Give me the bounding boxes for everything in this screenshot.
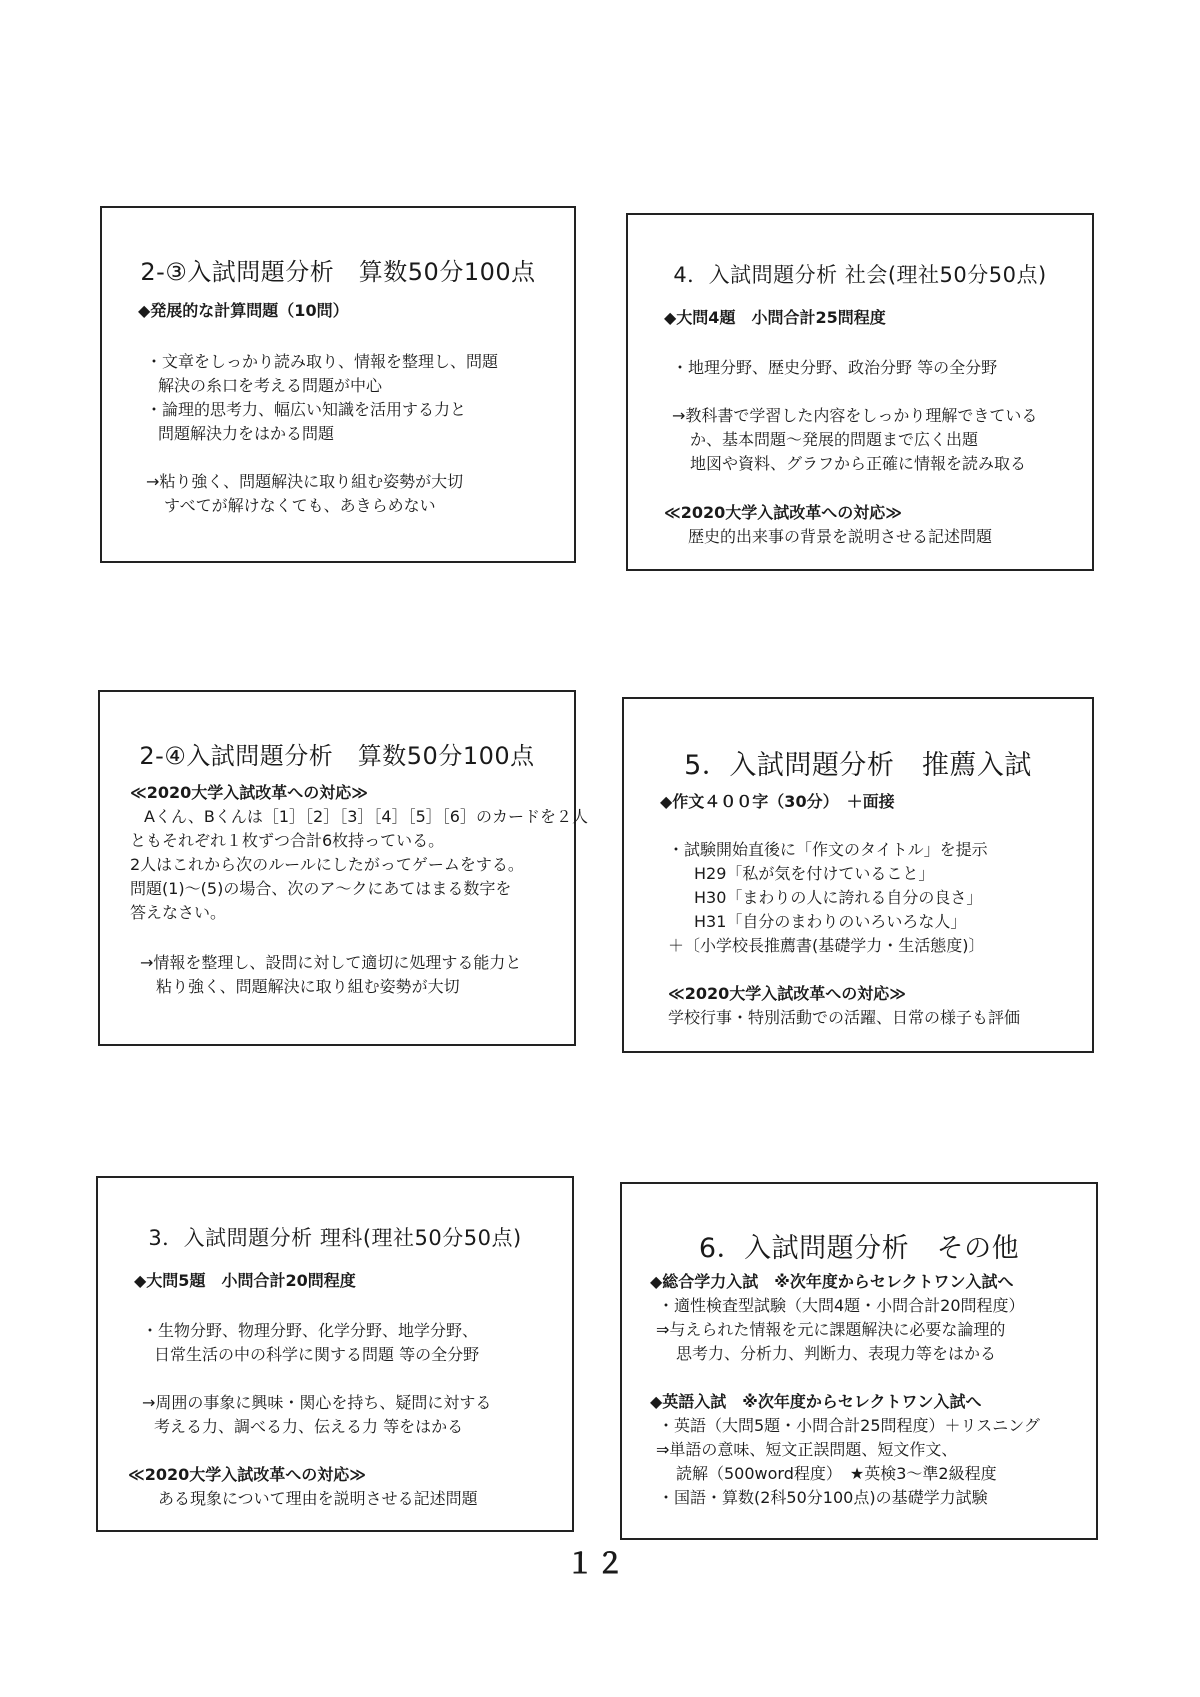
slide-line: 歴史的出来事の背景を説明させる記述問題 xyxy=(688,527,993,546)
slide-line: ＋〔小学校長推薦書(基礎学力・生活態度)〕 xyxy=(668,936,985,955)
slide-line: ⇒与えられた情報を元に課題解決に必要な論理的 xyxy=(656,1320,1006,1339)
slide-line: 考える力、調べる力、伝える力 等をはかる xyxy=(154,1417,464,1436)
slide-title: 2-④入試問題分析 算数50分100点 xyxy=(139,742,535,770)
slide-line: ◆大問4題 小問合計25問程度 xyxy=(664,308,886,327)
slide-line: 地図や資料、グラフから正確に情報を読み取る xyxy=(690,454,1027,473)
slide-line: ともそれぞれ１枚ずつ合計6枚持っている。 xyxy=(130,831,445,850)
slide-line: 日常生活の中の科学に関する問題 等の全分野 xyxy=(154,1345,480,1364)
slide-line: 粘り強く、問題解決に取り組む姿勢が大切 xyxy=(156,977,460,996)
slide-line: ある現象について理由を説明させる記述問題 xyxy=(158,1489,478,1508)
slide-line: 答えなさい。 xyxy=(130,903,227,922)
slide-line: →粘り強く、問題解決に取り組む姿勢が大切 xyxy=(146,472,464,491)
slide-math-3 xyxy=(100,206,576,563)
slide-math-4 xyxy=(98,690,588,1046)
slide-title: 6．入試問題分析 その他 xyxy=(698,1233,1020,1264)
slide-line: ・国語・算数(2科50分100点)の基礎学力試験 xyxy=(658,1488,988,1507)
slide-title: 4．入試問題分析 社会(理社50分50点) xyxy=(673,263,1047,287)
slide-title: 3．入試問題分析 理科(理社50分50点) xyxy=(148,1226,522,1250)
slide-line: H30「まわりの人に誇れる自分の良さ」 xyxy=(694,888,983,907)
slide-line: →情報を整理し、設問に対して適切に処理する能力と xyxy=(140,953,522,972)
slide-line: H31「自分のまわりのいろいろな人」 xyxy=(694,912,967,931)
slide-line: ◆総合学力入試 ※次年度からセレクトワン入試へ xyxy=(650,1272,1014,1291)
slide-line: ◆英語入試 ※次年度からセレクトワン入試へ xyxy=(650,1392,982,1411)
slide-line: ≪2020大学入試改革への対応≫ xyxy=(128,1465,367,1484)
slide-line: ◆作文４００字（30分） ＋面接 xyxy=(660,792,895,811)
slide-line: 問題(1)～(5)の場合、次のア～クにあてはまる数字を xyxy=(130,879,512,898)
slide-title: 2-③入試問題分析 算数50分100点 xyxy=(140,258,536,286)
slide-line: ・英語（大問5題・小問合計25問程度）＋リスニング xyxy=(658,1416,1040,1435)
slide-line: 問題解決力をはかる問題 xyxy=(158,424,335,443)
slide-line: ◆発展的な計算問題（10問） xyxy=(138,301,349,320)
slide-line: ≪2020大学入試改革への対応≫ xyxy=(664,503,903,522)
slide-line: ≪2020大学入試改革への対応≫ xyxy=(668,984,907,1003)
slide-line: →教科書で学習した内容をしっかり理解できている xyxy=(672,406,1038,425)
slide-line: ・生物分野、物理分野、化学分野、地学分野、 xyxy=(142,1321,479,1340)
slide-line: ・地理分野、歴史分野、政治分野 等の全分野 xyxy=(672,358,998,377)
slide-line: ・試験開始直後に「作文のタイトル」を提示 xyxy=(668,840,988,859)
slide-line: 2人はこれから次のルールにしたがってゲームをする。 xyxy=(130,855,524,874)
slide-line: 学校行事・特別活動での活躍、日常の様子も評価 xyxy=(668,1008,1021,1027)
slide-social xyxy=(626,213,1094,571)
slide-line: H29「私が気を付けていること」 xyxy=(694,864,935,883)
slide-line: ・文章をしっかり読み取り、情報を整理し、問題 xyxy=(146,352,499,371)
slide-line: 読解（500word程度） ★英検3～準2級程度 xyxy=(676,1464,997,1483)
slide-line: ◆大問5題 小問合計20問程度 xyxy=(134,1271,356,1290)
slide-line: ・適性検査型試験（大問4題・小問合計20問程度） xyxy=(658,1296,1025,1315)
slide-recommend xyxy=(622,697,1094,1053)
slide-line: ≪2020大学入試改革への対応≫ xyxy=(130,783,369,802)
slide-line: すべてが解けなくても、あきらめない xyxy=(164,496,436,515)
page-number: １２ xyxy=(566,1547,627,1580)
slide-line: ⇒単語の意味、短文正誤問題、短文作文、 xyxy=(656,1440,958,1459)
slide-science xyxy=(96,1176,574,1532)
slide-line: 解決の糸口を考える問題が中心 xyxy=(158,376,383,395)
slide-line: 思考力、分析力、判断力、表現力等をはかる xyxy=(676,1344,997,1363)
slide-other xyxy=(620,1182,1098,1540)
slide-line: ・論理的思考力、幅広い知識を活用する力と xyxy=(146,400,467,419)
slide-line: か、基本問題～発展的問題まで広く出題 xyxy=(690,430,979,449)
slide-title: 5．入試問題分析 推薦入試 xyxy=(684,750,1032,781)
slide-line: Aくん、Bくんは［1］［2］［3］［4］［5］［6］のカードを２人 xyxy=(144,807,588,826)
slide-line: →周囲の事象に興味・関心を持ち、疑問に対する xyxy=(142,1393,492,1412)
